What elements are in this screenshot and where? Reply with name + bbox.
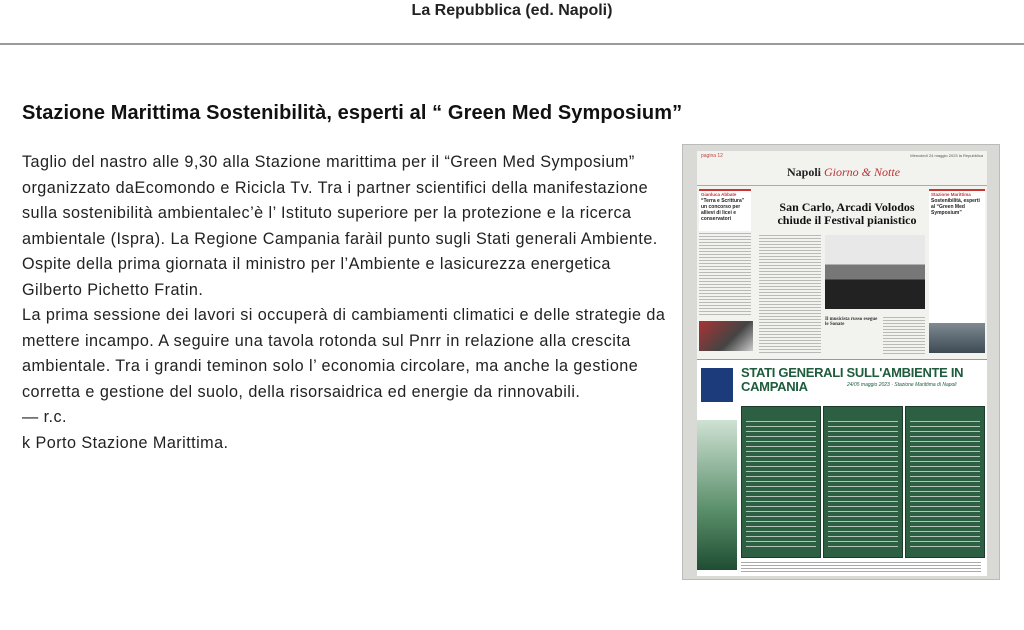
clipping-date: Mercoledì 24 maggio 2023 la Repubblica — [910, 153, 983, 158]
region-campania-logo-icon — [701, 368, 733, 402]
photo-caption: k Porto Stazione Marittima. — [22, 433, 229, 452]
article-paragraph: La prima sessione dei lavori si occuperà di cambiamenti climatici e delle strategie da mettere incampo. A seguire una tavola rotonda sul Pnrr in relazione alla crescita ambientale. Tra i grandi teminon solo l’ economia circolare, ma anche la gestione corretta e gestione del suolo, della risorsaidrica ed energie da rinnovabili. — [22, 306, 666, 401]
ad-program-panel — [741, 406, 821, 558]
ad-subtitle: 24/05 maggio 2023 · Stazione Marittima di Napoli — [847, 382, 957, 388]
clipping-advertisement — [697, 359, 987, 576]
ad-program-panel — [823, 406, 903, 558]
clipping-photo-right — [929, 323, 985, 353]
clipping-section — [787, 165, 900, 180]
clipping-headline: San Carlo, Arcadi Volodos chiude il Festival pianistico — [777, 200, 917, 227]
clipping-page-label: pagina 12 — [701, 153, 723, 159]
clipping-left-title: “Terra e Scrittura” un concorso per allievi di licei e conservatori — [701, 198, 745, 222]
clipping-text-column — [699, 233, 751, 317]
ad-title: STATI GENERALI SULL'AMBIENTE IN CAMPANIA — [741, 365, 964, 394]
clipping-photo-piano — [825, 235, 925, 309]
clipping-quote: Il musicista russo esegue le Sonate — [825, 317, 878, 327]
clipping-photo-left — [699, 321, 753, 351]
source-header: La Repubblica (ed. Napoli) — [411, 2, 613, 19]
newspaper-page — [697, 151, 987, 575]
clipping-right-box — [929, 189, 985, 331]
clipping-section-name: Napoli — [787, 165, 822, 179]
article-paragraph: Taglio del nastro alle 9,30 alla Stazione marittima per il “Green Med Symposium” organizzato daEcomondo e Ricicla Tv. Tra i partner scientifici della manifestazione sulla sostenibilità ambientalec’è l’ Istituto superiore per la protezione e la ricerca ambientale (Ispra). La Regione Campania faràil punto sugli Stati generali Ambiente. Ospite della prima giornata il ministro per l’Ambiente e lasicurezza energetica Gilberto Pichetto Fratin. — [22, 153, 658, 299]
clipping-left-kicker: Gianluca Abbate — [701, 192, 737, 197]
ad-program-panel — [905, 406, 985, 558]
newspaper-clipping-image[interactable] — [682, 144, 1000, 580]
article-signature: — r.c. — [22, 408, 67, 426]
ad-footer-text — [741, 562, 981, 572]
clipping-text-column — [883, 317, 925, 355]
article-body — [22, 150, 670, 456]
header-divider — [0, 43, 1024, 45]
article-title: Stazione Marittima Sostenibilità, esperti al “ Green Med Symposium” — [22, 102, 683, 124]
clipping-right-title: Sostenibilità, esperti al “Green Med Symposium” — [931, 198, 980, 216]
clipping-right-kicker: Stazione Marittima — [931, 192, 971, 197]
clipping-left-box — [699, 189, 751, 231]
ad-landscape-graphic — [697, 420, 737, 570]
clipping-text-column — [759, 235, 821, 355]
clipping-section-italic: Giorno & Notte — [824, 165, 901, 179]
clipping-header — [697, 151, 987, 186]
